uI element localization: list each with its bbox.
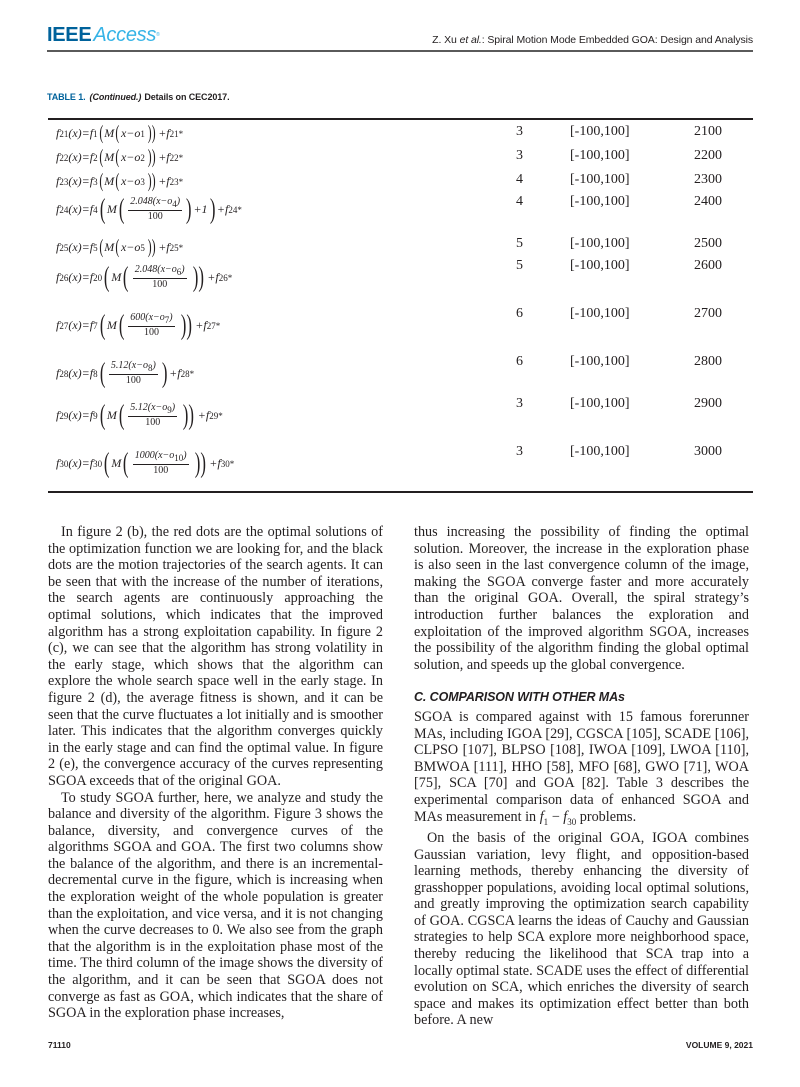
table-row: f 23 (x)=f 3 ( M ( x−o 3 )) +f 23 * 4 [-100,100] 2300: [56, 170, 722, 192]
section-heading: C. COMPARISON WITH OTHER MAs: [414, 690, 625, 705]
body-column-left: [48, 524, 383, 1022]
table-top-rule: [48, 118, 753, 120]
trademark-icon: ®: [156, 32, 160, 38]
formula-f29: f 29 (x)=f 9 ( M ( $\frac{5.12(x-o_9)}{100}$ )) +f 29 *: [56, 399, 223, 431]
formula-f28: f 28 (x)=f 8 ( $\frac{5.12(x-o_8)}{100}$ ) +f 28 *: [56, 357, 195, 389]
header-rule: [47, 50, 753, 52]
table-row: f 25 (x)=f 5 ( M ( x−o 5 )) +f 25 * 5 [-100,100] 2500: [56, 236, 722, 258]
page-number: 71110: [48, 1040, 71, 1050]
ieee-access-logo: [47, 24, 159, 46]
body-column-right: [414, 524, 749, 1029]
paragraph: SGOA is compared against with 15 famous forerunner MAs, including IGOA [29], CGSCA [105], SCADE [106], CLPSO [107], BLPSO [108], IWOA [109], LWOA [110], BMWOA [111], HHO [58], MFO [68], GWO [71], WOA [75], SCA [70] and GOA [82]. Table 3 describes the experimental comparison data of enhanced SGOA and MAs measurement in $f_1 - f_{30}$ problems.: [414, 708, 749, 827]
formula-f25: f 25 (x)=f 5 ( M ( x−o 5 )) +f 25 *: [56, 236, 184, 258]
table-label: TABLE 1.: [47, 92, 86, 102]
formula-f27: f 27 (x)=f 7 ( M ( $\frac{600(x-o_7)}{100}$ )) +f 27 *: [56, 309, 221, 341]
logo-ieee: IEEE: [47, 24, 92, 46]
formula-f30: f 30 (x)=f 30 ( M ( $\frac{1000(x-o_{10})}{100}$ )) +f 30 *: [56, 447, 235, 479]
table-row: f 24 (x)=f 4 ( M ( $\frac{2.048(x-o_4)}{100}$ ) +1 ) +f 24 * 4 [-100,100] 2400: [56, 193, 722, 225]
running-head: Z. Xu et al.: Spiral Motion Mode Embedded GOA: Design and Analysis: [432, 34, 753, 46]
table-row: f 26 (x)=f 20 ( M ( $\frac{2.048(x-o_6)}{100}$ )) +f 26 * 5 [-100,100] 2600: [56, 258, 722, 293]
table-bottom-rule: [48, 491, 753, 493]
paragraph: On the basis of the original GOA, IGOA combines Gaussian variation, levy flight, and opposition-based learning methods, thereby enhancing the diversity of grasshopper populations, avoiding local optimal solutions, and greatly improving the optimization search capability of GOA. CGSCA learns the ideas of Cauchy and Gaussian strategies to help SCA explore more neighborhood space, thereby reducing the likelihood that SCA trap into a locally optimal state. SCADE uses the effect of differential evolution on SCA, which enriches the diversity of search space and makes its optimization effect better than both before. A new: [414, 829, 749, 1029]
table-row: f 27 (x)=f 7 ( M ( $\frac{600(x-o_7)}{100}$ )) +f 27 * 6 [-100,100] 2700: [56, 306, 722, 341]
table-row: f 29 (x)=f 9 ( M ( $\frac{5.12(x-o_9)}{100}$ )) +f 29 * 3 [-100,100] 2900: [56, 396, 722, 431]
formula-f26: f 26 (x)=f 20 ( M ( $\frac{2.048(x-o_6)}{100}$ )) +f 26 *: [56, 261, 233, 293]
formula-f22: f 22 (x)=f 2 ( M ( x−o 2 )) +f 22 *: [56, 146, 184, 168]
paragraph: thus increasing the possibility of finding the optimal solution. Moreover, the increase in the exploration phase is also seen in the last convergence column of the image, making the SGOA converge faster and more accurately than the original GOA. Overall, the spiral strategy’s introduction further balances the exploration and exploitation of the improved algorithm SGOA, increases the possibility of the algorithm finding the global optimal solution, and speeds up the global convergence.: [414, 524, 749, 673]
table-row: f 22 (x)=f 2 ( M ( x−o 2 )) +f 22 * 3 [-100,100] 2200: [56, 146, 722, 168]
table-row: f 28 (x)=f 8 ( $\frac{5.12(x-o_8)}{100}$ ) +f 28 * 6 [-100,100] 2800: [56, 354, 722, 389]
table-caption: TABLE 1. (Continued.) Details on CEC2017.: [47, 92, 230, 102]
formula-f21: f 21 (x)=f 1 ( M ( x−o 1 )) +f 21 *: [56, 122, 184, 144]
table-row: f 30 (x)=f 30 ( M ( $\frac{1000(x-o_{10})}{100}$ )) +f 30 * 3 [-100,100] 3000: [56, 444, 722, 479]
formula-f24: f 24 (x)=f 4 ( M ( $\frac{2.048(x-o_4)}{100}$ ) +1 ) +f 24 *: [56, 193, 242, 225]
formula-f23: f 23 (x)=f 3 ( M ( x−o 3 )) +f 23 *: [56, 170, 184, 192]
paragraph: To study SGOA further, here, we analyze and study the balance and diversity of the algorithm. Figure 3 shows the balance, diversity, and convergence curves of the algorithms SGOA and GOA. The first two columns show the balance of the algorithm, and there is an incremental-decremental curve in the figure, which is increasing when the exploration weight of the whole population is greater than the exploitation, and vice versa, and it is not changing when the curve decreases to 0. We also see from the graph that the algorithm is in the exploitation phase most of the time. The third column of the image shows the diversity of the algorithm, and it can be seen that SGOA does not converge as fast as GOA, which indicates that the share of SGOA in the exploration phase increases,: [48, 789, 383, 1022]
table-row: f 21 (x)=f 1 ( M ( x−o 1 )) +f 21 * 3 [-100,100] 2100: [56, 122, 722, 144]
volume-info: VOLUME 9, 2021: [685, 1040, 753, 1050]
logo-access: Access: [93, 24, 157, 46]
paragraph: In figure 2 (b), the red dots are the optimal solutions of the optimization function we are looking for, and the black dots are the motion trajectories of the search agents. It can be seen that with the increase of the number of iterations, the search agents are continuously approaching the optimal solutions, which indicates that the improved algorithm has a strong exploitation capability. In figure 2 (c), we can see that the algorithm has strong volatility in the early stage, which shows that the algorithm can explore the whole search space well in the early stage. In figure 2 (d), the average fitness is shown, and it can be seen that the curve fluctuates a lot initially and is smoother later. This indicates that the algorithm converges quickly in the early stage and can find the optimal value. In figure 2 (e), the convergence accuracy of the curves representing SGOA exceeds that of the original GOA.: [48, 524, 383, 789]
